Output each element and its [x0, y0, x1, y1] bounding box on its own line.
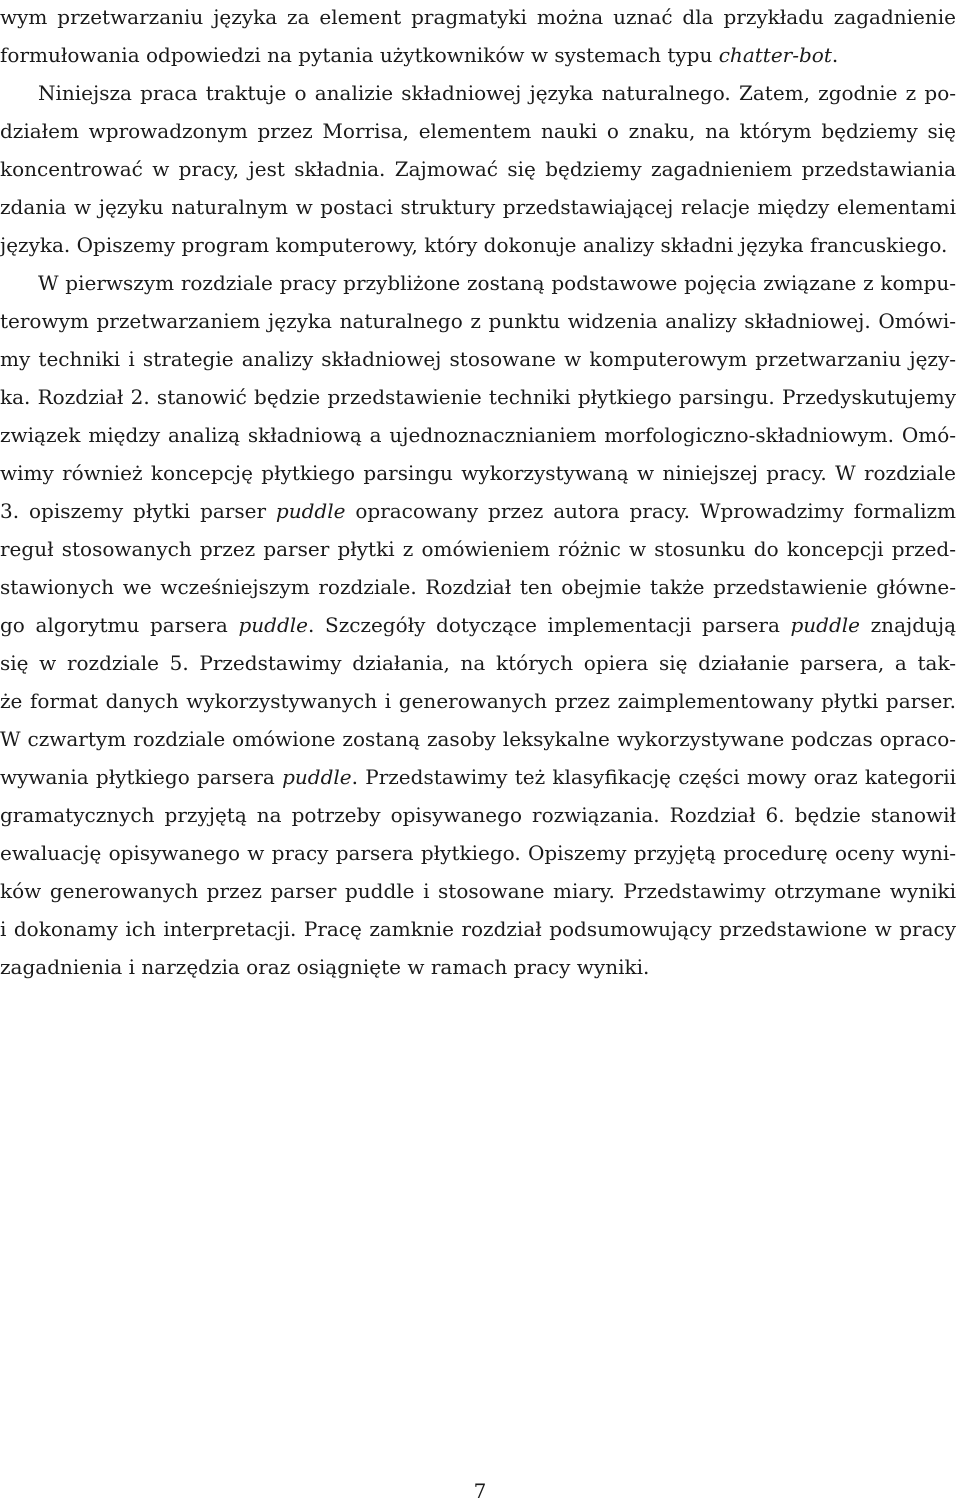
- italic-term: puddle: [238, 613, 309, 637]
- text-line: [0, 530, 956, 568]
- text-segment: opracowany przez autora pracy. Wprowadzimy formalizm: [345, 499, 956, 523]
- text-segment: terowym przetwarzaniem języka naturalnego z punktu widzenia analizy składniowej. Omówi-: [0, 309, 956, 333]
- text-line: [0, 112, 956, 150]
- text-segment: reguł stosowanych przez parser płytki z omówieniem różnic w stosunku do koncepcji przed-: [0, 537, 956, 561]
- text-line: [0, 150, 956, 188]
- text-line: [0, 948, 649, 986]
- text-segment: związek między analizą składniową a ujednoznacznianiem morfologiczno-składniowym. Omó-: [0, 423, 956, 447]
- text-segment: zdania w języku naturalnym w postaci struktury przedstawiającej relacje między elementami: [0, 195, 956, 219]
- text-segment: ka. Rozdział 2. stanowić będzie przedstawienie techniki płytkiego parsingu. Przedyskutujemy: [0, 385, 956, 409]
- text-segment: . Szczegóły dotyczące implementacji parsera: [308, 613, 791, 637]
- italic-term: puddle: [275, 499, 346, 523]
- text-segment: działem wprowadzonym przez Morrisa, elementem nauki o znaku, na którym będziemy się: [0, 119, 956, 143]
- text-line: [0, 720, 956, 758]
- text-line: [0, 416, 956, 454]
- text-line: [0, 378, 956, 416]
- text-segment: języka. Opiszemy program komputerowy, który dokonuje analizy składni języka francuskiego.: [0, 233, 948, 257]
- text-line: [0, 188, 956, 226]
- text-line: [0, 302, 956, 340]
- text-segment: .: [831, 43, 839, 67]
- text-segment: ewaluację opisywanego w pracy parsera płytkiego. Opiszemy przyjętą procedurę oceny wyni-: [0, 841, 956, 865]
- text-segment: . Przedstawimy też klasyfikację części mowy oraz kategorii: [351, 765, 956, 789]
- text-segment: ków generowanych przez parser puddle i stosowane miary. Przedstawimy otrzymane wyniki: [0, 879, 956, 903]
- italic-term: puddle: [282, 765, 352, 789]
- italic-term: chatter-bot: [718, 43, 832, 67]
- text-line: [0, 606, 956, 644]
- text-line: [0, 36, 838, 74]
- text-segment: wym przetwarzaniu języka za element pragmatyki można uznać dla przykładu zagadnienie: [0, 5, 956, 29]
- text-line: [0, 492, 956, 530]
- text-segment: znajdują: [860, 613, 957, 637]
- text-segment: W czwartym rozdziale omówione zostaną zasoby leksykalne wykorzystywane podczas opraco-: [0, 727, 956, 751]
- text-line: [0, 226, 947, 264]
- text-line: [0, 568, 956, 606]
- text-segment: wimy również koncepcję płytkiego parsingu wykorzystywaną w niniejszej pracy. W rozdziale: [0, 461, 956, 485]
- text-line: [0, 454, 956, 492]
- text-line: [0, 340, 956, 378]
- text-segment: wywania płytkiego parsera: [0, 765, 283, 789]
- text-line: [0, 0, 956, 36]
- text-line: [0, 796, 956, 834]
- text-line: [0, 872, 956, 910]
- text-line: [38, 264, 956, 302]
- text-line: [0, 644, 956, 682]
- italic-term: puddle: [790, 613, 861, 637]
- text-segment: zagadnienia i narzędzia oraz osiągnięte w ramach pracy wyniki.: [0, 955, 650, 979]
- text-segment: że format danych wykorzystywanych i generowanych przez zaimplementowany płytki parser.: [0, 689, 956, 713]
- text-segment: Niniejsza praca traktuje o analizie składniowej języka naturalnego. Zatem, zgodnie z po-: [38, 81, 956, 105]
- text-segment: 3. opiszemy płytki parser: [0, 499, 276, 523]
- text-segment: W pierwszym rozdziale pracy przybliżone zostaną podstawowe pojęcia związane z kompu-: [38, 271, 956, 295]
- text-segment: formułowania odpowiedzi na pytania użytkowników w systemach typu: [0, 43, 719, 67]
- text-line: [0, 834, 956, 872]
- text-segment: i dokonamy ich interpretacji. Pracę zamknie rozdział podsumowujący przedstawione w pracy: [0, 917, 956, 941]
- text-line: [0, 682, 956, 720]
- text-segment: koncentrować w pracy, jest składnia. Zajmować się będziemy zagadnieniem przedstawiania: [0, 157, 956, 181]
- text-segment: się w rozdziale 5. Przedstawimy działania, na których opiera się działanie parsera, a tak-: [0, 651, 956, 675]
- text-segment: my techniki i strategie analizy składniowej stosowane w komputerowym przetwarzaniu języ-: [0, 347, 956, 371]
- text-line: [0, 910, 956, 948]
- text-line: [0, 758, 956, 796]
- text-segment: go algorytmu parsera: [0, 613, 239, 637]
- page-number: 7: [473, 1479, 487, 1503]
- text-line: [38, 74, 956, 112]
- text-segment: stawionych we wcześniejszym rozdziale. Rozdział ten obejmie także przedstawienie główne-: [0, 575, 956, 599]
- text-segment: gramatycznych przyjętą na potrzeby opisywanego rozwiązania. Rozdział 6. będzie stanowił: [0, 803, 956, 827]
